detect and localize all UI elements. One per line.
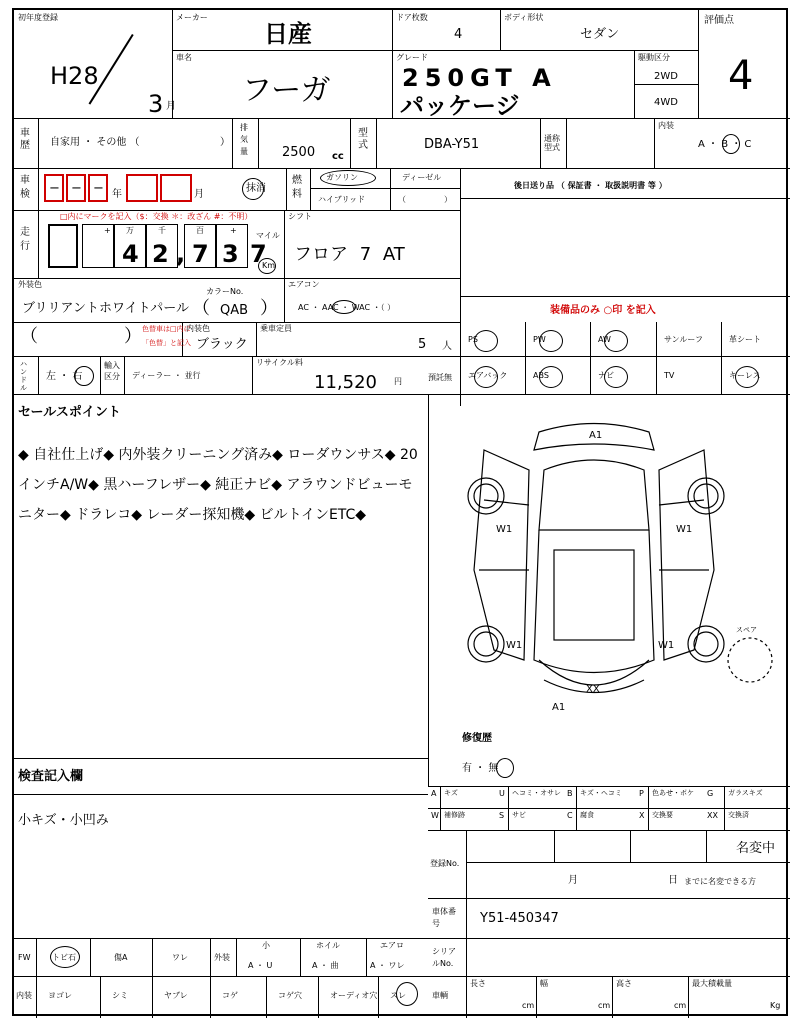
aircon-value: AC ・ AAC ・ WAC ・（ ） bbox=[298, 303, 396, 312]
inspection-label: 車検 bbox=[20, 175, 30, 200]
fw-ext-label: 外装 bbox=[214, 953, 230, 962]
recycle-unit: 円 bbox=[394, 377, 402, 386]
fw-aero: エアロ bbox=[380, 941, 404, 950]
fw-label: FW bbox=[18, 953, 31, 962]
grade-label: グレード bbox=[396, 53, 428, 62]
legend-code: S bbox=[499, 811, 505, 820]
capacity-value: 5 bbox=[418, 337, 427, 352]
fuel-hybrid: ハイブリッド bbox=[318, 195, 366, 204]
mileage-note: □内にマークを記入（$：交換 ＊：改ざん #：不明） bbox=[60, 212, 253, 221]
shift-label: シフト bbox=[288, 212, 312, 221]
displacement-label: 排気量 bbox=[240, 123, 248, 156]
mileage-d1: 4 bbox=[122, 240, 139, 268]
legend-divider bbox=[508, 808, 509, 830]
equip-title: 装備品のみ ○印 を記入 bbox=[550, 305, 656, 316]
import-label: 輸入区分 bbox=[104, 361, 120, 381]
fw-item-1: トビ石 bbox=[52, 953, 76, 962]
equip-item-8: TV bbox=[664, 371, 675, 380]
mileage-sep: , bbox=[176, 240, 186, 268]
equip-item-6: ABS bbox=[533, 371, 549, 380]
legend-code: W bbox=[431, 811, 439, 820]
interior-grade-value: A ・ B ・ C bbox=[698, 139, 752, 150]
aircon-mark bbox=[332, 300, 356, 314]
car-name-label: 車名 bbox=[176, 53, 192, 62]
fw-small: 小 bbox=[262, 941, 270, 950]
interior-grade-mark bbox=[722, 134, 740, 154]
mark-w1-rf: W1 bbox=[676, 524, 693, 535]
dims-maxload: 最大積載量 bbox=[692, 979, 732, 988]
fuel-gasoline-mark bbox=[320, 170, 376, 186]
first-reg-month: 3 bbox=[148, 90, 164, 118]
displacement-value: 2500 bbox=[282, 145, 316, 160]
first-reg-label: 初年度登録 bbox=[18, 13, 58, 22]
legend-divider bbox=[576, 808, 577, 830]
inspection-notes-title: 検査記入欄 bbox=[18, 769, 84, 784]
import-value: ディーラー ・ 並行 bbox=[132, 371, 201, 380]
inspection-month-box-2[interactable] bbox=[160, 174, 192, 202]
fw-aero-value: A ・ ワレ bbox=[370, 961, 405, 970]
equip-item-5: エアバック bbox=[468, 371, 508, 380]
legend-code: G bbox=[707, 789, 714, 798]
legend-label: 色あせ・ボケ bbox=[652, 789, 694, 797]
dims-length-unit: cm bbox=[522, 1001, 535, 1010]
mark-xx: XX bbox=[586, 684, 600, 695]
fuel-hybrid-close: ） bbox=[444, 195, 452, 204]
int-divider bbox=[318, 976, 319, 1018]
mileage-mark-box[interactable] bbox=[48, 224, 78, 268]
inspection-none-mark bbox=[242, 178, 264, 200]
equip-item-0: PS bbox=[468, 335, 478, 344]
fuel-diesel: ディーゼル bbox=[402, 173, 442, 182]
score-value: 4 bbox=[728, 53, 754, 99]
grade-line1: 250GT A bbox=[402, 64, 557, 92]
int-item-0: ヨゴレ bbox=[48, 991, 72, 1000]
color-change-open: （ bbox=[20, 326, 38, 347]
int-item-3: コゲ bbox=[222, 991, 238, 1000]
recycle-value: 11,520 bbox=[314, 372, 377, 393]
reg-month: 月 bbox=[568, 875, 578, 886]
color-change-close: ） bbox=[124, 326, 142, 347]
dims-height-unit: cm bbox=[674, 1001, 687, 1010]
fw-item-3: ワレ bbox=[172, 953, 188, 962]
sales-points-text: ◆ 自社仕上げ◆ 内外装クリーニング済み◆ ローダウンサス◆ 20インチA/W◆ 黒ハーフレザー◆ 純正ナビ◆ アラウンドビューモニター◆ ドラレコ◆ レーダー探知機◆ ビルトインETC◆ bbox=[18, 447, 418, 523]
mileage-h2: 千 bbox=[158, 226, 166, 235]
inspection-none: 抹消 bbox=[246, 183, 266, 194]
color-no-label: カラーNo. bbox=[206, 287, 244, 296]
ext-color-value: ブリリアントホワイトパール bbox=[22, 301, 190, 316]
equip-item-4: 革シート bbox=[729, 335, 761, 344]
equip-item-2-mark bbox=[604, 330, 628, 352]
color-no-close: ） bbox=[260, 298, 278, 319]
mileage-unit-mile: マイル bbox=[256, 231, 280, 240]
legend-code: U bbox=[499, 789, 505, 798]
maker-value: 日産 bbox=[264, 20, 312, 48]
fw-wheel-value: A ・ 曲 bbox=[312, 961, 339, 970]
equip-item-3: サンルーフ bbox=[664, 335, 703, 344]
car-damage-diagram bbox=[444, 410, 774, 720]
equip-item-6-mark bbox=[539, 366, 563, 388]
capacity-label: 乗車定員 bbox=[260, 324, 292, 333]
fw-item-1-mark bbox=[50, 946, 80, 968]
inspection-month: 月 bbox=[194, 189, 204, 200]
maker-label: メーカー bbox=[176, 13, 208, 22]
serial-label: シリアルNo. bbox=[432, 947, 456, 968]
color-no-value: QAB bbox=[220, 303, 249, 318]
legend-code: C bbox=[567, 811, 573, 820]
mileage-label: 走行 bbox=[20, 227, 30, 252]
legend-code: XX bbox=[707, 811, 718, 820]
legend-label: ガラスキズ bbox=[728, 789, 763, 797]
dims-height: 高さ bbox=[616, 979, 632, 988]
legend-divider bbox=[440, 786, 441, 808]
name-change: 名変中 bbox=[736, 841, 776, 856]
reg-day: 日 bbox=[668, 875, 678, 886]
fuel-label: 燃料 bbox=[292, 175, 302, 200]
int-divider bbox=[378, 976, 379, 1018]
history-value: 自家用 ・ その他 （ bbox=[50, 137, 140, 148]
body-type-label: ボディ形状 bbox=[504, 13, 544, 22]
equip-item-1-mark bbox=[539, 330, 563, 352]
mark-spare: スペア bbox=[736, 626, 757, 634]
dims-maxload-unit: Kg bbox=[770, 1001, 781, 1010]
equip-item-5-mark bbox=[474, 366, 498, 388]
int-divider bbox=[36, 976, 37, 1018]
mileage-d2: 2 bbox=[152, 240, 169, 268]
mileage-km-mark bbox=[258, 258, 276, 274]
legend-divider bbox=[648, 808, 649, 830]
repair-label: 修復歴 bbox=[462, 733, 492, 744]
int-row-label: 内装 bbox=[16, 991, 32, 1000]
int-item-5: オーディオ穴 bbox=[330, 991, 378, 1000]
equip-item-1: PW bbox=[533, 335, 546, 344]
common-model-label: 通称型式 bbox=[544, 134, 560, 152]
equip-item-2: AW bbox=[598, 335, 611, 344]
dims-length: 長さ bbox=[470, 979, 486, 988]
shift-value: フロア 7 AT bbox=[294, 244, 405, 265]
legend-label: 交換済 bbox=[728, 811, 749, 819]
legend-label: キズ・ヘコミ bbox=[580, 789, 622, 797]
int-divider bbox=[266, 976, 267, 1018]
legend-label: ヘコミ・オサレ bbox=[512, 789, 561, 797]
legend-divider bbox=[724, 808, 725, 830]
aircon-label: エアコン bbox=[288, 280, 320, 289]
legend-code: B bbox=[567, 789, 573, 798]
car-name-value: フーガ bbox=[242, 73, 331, 108]
doors-value: 4 bbox=[454, 27, 463, 42]
first-reg-year: H28 bbox=[50, 62, 99, 90]
vin-label: 車体番号 bbox=[432, 907, 456, 928]
legend-divider bbox=[648, 786, 649, 808]
fw-wheel: ホイル bbox=[316, 941, 340, 950]
fuel-hybrid-paren: （ bbox=[398, 195, 406, 204]
int-scratch-mark bbox=[396, 982, 418, 1006]
mileage-d4: 3 bbox=[222, 240, 239, 268]
dims-label: 車輌 bbox=[432, 991, 448, 1000]
history-close: ） bbox=[220, 137, 230, 148]
fw-item-2: 傷A bbox=[114, 953, 128, 962]
auction-sheet: 初年度登録 H28 3 月 メーカー 日産 ドア枚数 4 ボディ形状 セダン 評価点 4 車名 フーガ グレード 250GT A パッケージ 駆動区分 2WD 4WD 車歴 自家用 ・ その他 （ ） 排気量 2500 cc 型式 DBA-Y51 通称型式 内装 A ・ B ・ C 車検 − − − 年 月 抹消 燃料 ガソリン ディーゼル ハイブリッド （ ） 後日送り品 （ 保証書 ・ 取扱説明書 等 ） 走行 □内にマークを記入（$：交換 ＊：改ざん #：不明） + 万 千 百 + 4 2 , 7 3 7 マイル Km シフト フロア 7 AT 外装色 ブリリアントホワイトパール カラーNo. （ QAB ） エアコン AC ・ AAC ・ WAC ・（ ） 装備品のみ ○印 を記入 （ ） 色替車は□内に 「色替」と記入 内装色 ブラック 乗車定員 5 人 PS PW AW サンルーフ 革シート エアバック ABS ナビ TV キーレス ハンドル 左 ・ 右 輸入区分 ディーラー ・ 並行 リサイクル料 11,520 円 預託無 セールスポイント ◆ 自社仕上げ◆ 内外装クリーニング済み◆ ローダウンサス◆ 20インチA/W◆ 黒ハーフレザー◆ 純正ナビ◆ アラウンドビューモニター◆ ドラレコ◆ レーダー探知機◆ ビルトインETC◆ A1 W1 W1 W1 W1 XX A1 スペア 修復歴 有 ・ 無 検査記入欄 小キズ・小凹み A キズ U ヘコミ・オサレ B キズ・ヘコミ P 色あせ・ボケ G ガラスキズ W 補修跡 S サビ C 腐食 X 交換要 XX 交換済 登録No. 名変中 月 日 までに名変できる方 車体番号 Y51-450347 FW トビ石 傷A ワレ 外装 小 A ・ U ホイル A ・ 曲 エアロ A ・ ワレ シリアルNo. ヨゴレ シミ ヤブレ コゲ コゲ穴 オーディオ穴 スレ 内装 車輌 長さ cm 幅 cm 高さ cm 最大積載量 Kg bbox=[12, 8, 788, 1016]
ext-color-label: 外装色 bbox=[18, 280, 42, 289]
int-divider bbox=[210, 976, 211, 1018]
legend-divider bbox=[508, 786, 509, 808]
fw-small-value: A ・ U bbox=[248, 961, 273, 970]
model-label: 型式 bbox=[358, 128, 368, 151]
color-no-open: （ bbox=[192, 298, 210, 319]
first-reg-month-suffix: 月 bbox=[166, 101, 176, 112]
documents-title: 後日送り品 （ 保証書 ・ 取扱説明書 等 ） bbox=[514, 181, 667, 190]
mark-a1-top: A1 bbox=[589, 430, 603, 441]
doors-label: ドア枚数 bbox=[396, 13, 428, 22]
handle-value: 左 ・ 右 bbox=[46, 371, 83, 382]
capacity-unit: 人 bbox=[442, 341, 452, 352]
drive-4wd: 4WD bbox=[654, 97, 678, 108]
mark-w1-rr: W1 bbox=[658, 640, 675, 651]
legend-divider bbox=[724, 786, 725, 808]
inspection-notes-text: 小キズ・小凹み bbox=[18, 813, 109, 828]
equip-item-0-mark bbox=[474, 330, 498, 352]
legend-label: 補修跡 bbox=[444, 811, 465, 819]
equip-item-9: キーレス bbox=[729, 371, 761, 380]
inspection-year: 年 bbox=[112, 189, 122, 200]
score-label: 評価点 bbox=[704, 15, 734, 26]
color-change-note2: 「色替」と記入 bbox=[142, 339, 191, 347]
recycle-label: リサイクル料 bbox=[256, 358, 303, 367]
legend-divider bbox=[576, 786, 577, 808]
legend-code: A bbox=[431, 789, 437, 798]
reg-by: までに名変できる方 bbox=[684, 877, 756, 886]
inspection-month-box-1[interactable] bbox=[126, 174, 158, 202]
legend-divider bbox=[440, 808, 441, 830]
int-item-4: コゲ穴 bbox=[278, 991, 302, 1000]
drive-2wd: 2WD bbox=[654, 71, 678, 82]
legend-label: サビ bbox=[512, 811, 526, 819]
color-change-note1: 色替車は□内に bbox=[142, 325, 191, 333]
legend-code: P bbox=[639, 789, 644, 798]
history-label: 車歴 bbox=[20, 128, 30, 151]
handle-label: ハンドル bbox=[20, 360, 27, 392]
drive-label: 駆動区分 bbox=[638, 53, 670, 62]
handle-mark bbox=[74, 366, 94, 386]
mileage-d5: 7 bbox=[250, 240, 267, 268]
equip-item-7: ナビ bbox=[598, 371, 614, 380]
repair-mark bbox=[496, 758, 514, 778]
legend-label: 交換要 bbox=[652, 811, 673, 819]
displacement-unit: cc bbox=[332, 151, 344, 162]
registration-label: 登録No. bbox=[430, 859, 460, 868]
dims-width-unit: cm bbox=[598, 1001, 611, 1010]
legend-label: キズ bbox=[444, 789, 458, 797]
vin-value: Y51-450347 bbox=[480, 911, 559, 926]
legend-code: X bbox=[639, 811, 645, 820]
mileage-unit-km: Km bbox=[262, 261, 276, 270]
dims-width: 幅 bbox=[540, 979, 548, 988]
int-color-label: 内装色 bbox=[186, 324, 210, 333]
fuel-gasoline: ガソリン bbox=[326, 173, 358, 182]
mark-a1-bottom: A1 bbox=[552, 702, 566, 713]
recycle-deposit: 預託無 bbox=[428, 373, 452, 382]
int-item-2: ヤブレ bbox=[164, 991, 188, 1000]
model-value: DBA-Y51 bbox=[424, 137, 480, 152]
int-divider bbox=[152, 976, 153, 1018]
int-divider bbox=[100, 976, 101, 1018]
grade-line2: パッケージ bbox=[400, 92, 520, 120]
legend-label: 腐食 bbox=[580, 811, 594, 819]
repair-value: 有 ・ 無 bbox=[462, 763, 499, 774]
mark-w1-lf: W1 bbox=[496, 524, 513, 535]
int-item-6: スレ bbox=[390, 991, 406, 1000]
equip-item-7-mark bbox=[604, 366, 628, 388]
sales-points-title: セールスポイント bbox=[18, 405, 121, 420]
mileage-h1: 万 bbox=[126, 226, 134, 235]
mileage-d3: 7 bbox=[192, 240, 209, 268]
equip-item-9-mark bbox=[735, 366, 759, 388]
int-item-1: シミ bbox=[112, 991, 128, 1000]
body-type-value: セダン bbox=[580, 27, 620, 42]
interior-grade-label: 内装 bbox=[658, 121, 674, 130]
mark-w1-lr: W1 bbox=[506, 640, 523, 651]
int-color-value: ブラック bbox=[196, 337, 248, 352]
mileage-h3: 百 bbox=[196, 226, 204, 235]
